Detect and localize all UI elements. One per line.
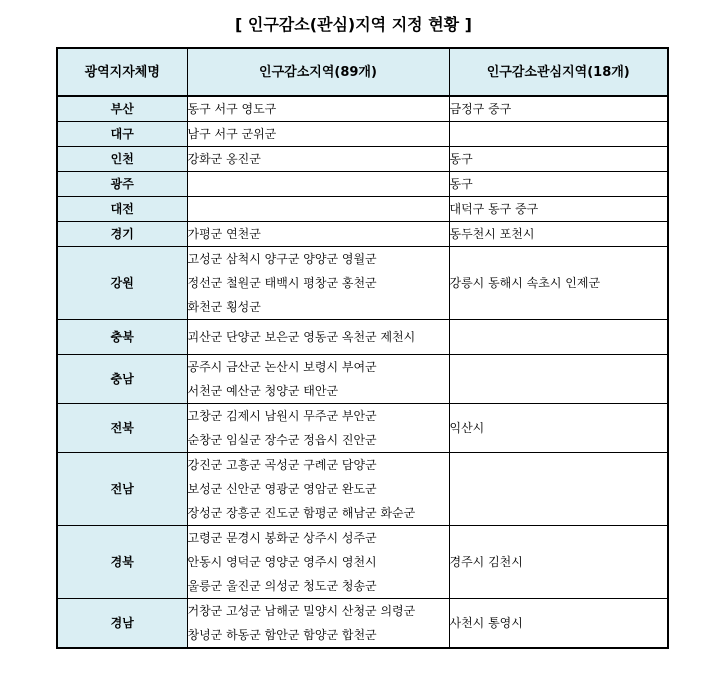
header-concern: 인구감소관심지역(18개)	[449, 48, 668, 96]
concern-cell: 사천시 통영시	[449, 599, 668, 649]
concern-cell: 금정구 중구	[449, 96, 668, 122]
decline-line: 정선군 철원군 태백시 평창군 홍천군	[187, 276, 377, 290]
region-cell: 충남	[57, 355, 187, 404]
region-cell: 강원	[57, 247, 187, 320]
table-row	[57, 222, 668, 247]
decline-line: 화천군 횡성군	[187, 300, 261, 314]
header-decline: 인구감소지역(89개)	[187, 48, 449, 96]
decline-line: 서천군 예산군 청양군 태안군	[187, 384, 339, 398]
decline-line: 괴산군 단양군 보은군 영동군 옥천군 제천시	[187, 330, 416, 344]
region-cell: 경기	[57, 222, 187, 247]
concern-cell: 동두천시 포천시	[449, 222, 668, 247]
decline-line: 강화군 옹진군	[187, 152, 261, 166]
concern-cell: 동구	[449, 147, 668, 172]
decline-line: 남구 서구 군위군	[187, 127, 277, 141]
decline-line	[188, 197, 449, 221]
region-cell: 충북	[57, 320, 187, 355]
table-row	[57, 147, 668, 172]
decline-cell	[187, 355, 449, 404]
table-row	[57, 122, 668, 147]
decline-line: 공주시 금산군 논산시 보령시 부여군	[187, 360, 377, 374]
decline-line	[188, 172, 449, 196]
decline-cell	[187, 453, 449, 526]
table-row	[57, 599, 668, 649]
table-row	[57, 526, 668, 599]
decline-line: 거창군 고성군 남해군 밀양시 산청군 의령군	[187, 604, 416, 618]
decline-line: 울릉군 울진군 의성군 청도군 청송군	[187, 579, 377, 593]
decline-cell	[187, 320, 449, 355]
region-cell: 광주	[57, 172, 187, 197]
decline-line: 안동시 영덕군 영양군 영주시 영천시	[187, 555, 377, 569]
decline-cell	[187, 222, 449, 247]
designation-table	[56, 47, 669, 649]
region-cell: 경북	[57, 526, 187, 599]
region-cell: 부산	[57, 96, 187, 122]
decline-line: 고령군 문경시 봉화군 상주시 성주군	[187, 531, 377, 545]
table-header-row	[57, 48, 668, 96]
decline-cell	[187, 96, 449, 122]
decline-line: 순창군 임실군 장수군 정읍시 진안군	[187, 433, 377, 447]
decline-cell	[187, 247, 449, 320]
decline-cell	[187, 404, 449, 453]
concern-cell	[449, 320, 668, 355]
decline-line: 보성군 신안군 영광군 영암군 완도군	[187, 482, 377, 496]
page-title: [ 인구감소(관심)지역 지정 현황 ]	[234, 15, 472, 34]
region-cell: 전북	[57, 404, 187, 453]
decline-line: 장성군 장흥군 진도군 함평군 해남군 화순군	[187, 506, 416, 520]
concern-cell: 경주시 김천시	[449, 526, 668, 599]
decline-line: 동구 서구 영도구	[187, 102, 277, 116]
table-row	[57, 355, 668, 404]
decline-line: 창녕군 하동군 함안군 함양군 합천군	[187, 628, 377, 642]
table-row	[57, 197, 668, 222]
decline-line: 강진군 고흥군 곡성군 구례군 담양군	[187, 458, 377, 472]
decline-cell	[187, 526, 449, 599]
concern-cell: 동구	[449, 172, 668, 197]
region-cell: 경남	[57, 599, 187, 649]
header-region: 광역지자체명	[57, 48, 187, 96]
table-row	[57, 404, 668, 453]
region-cell: 전남	[57, 453, 187, 526]
concern-cell	[449, 453, 668, 526]
decline-cell	[187, 122, 449, 147]
concern-cell	[449, 122, 668, 147]
decline-line: 고성군 삼척시 양구군 양양군 영월군	[187, 252, 377, 266]
table-row	[57, 320, 668, 355]
decline-cell	[187, 147, 449, 172]
region-cell: 대구	[57, 122, 187, 147]
decline-cell	[187, 172, 449, 197]
table-row	[57, 453, 668, 526]
decline-cell	[187, 197, 449, 222]
concern-cell: 대덕구 동구 중구	[449, 197, 668, 222]
decline-line: 고창군 김제시 남원시 무주군 부안군	[187, 409, 377, 423]
table-row	[57, 247, 668, 320]
concern-cell: 강릉시 동해시 속초시 인제군	[449, 247, 668, 320]
region-cell: 인천	[57, 147, 187, 172]
table-row	[57, 96, 668, 122]
decline-line: 가평군 연천군	[187, 227, 261, 241]
region-cell: 대전	[57, 197, 187, 222]
concern-cell	[449, 355, 668, 404]
concern-cell: 익산시	[449, 404, 668, 453]
table-row	[57, 172, 668, 197]
decline-cell	[187, 599, 449, 649]
